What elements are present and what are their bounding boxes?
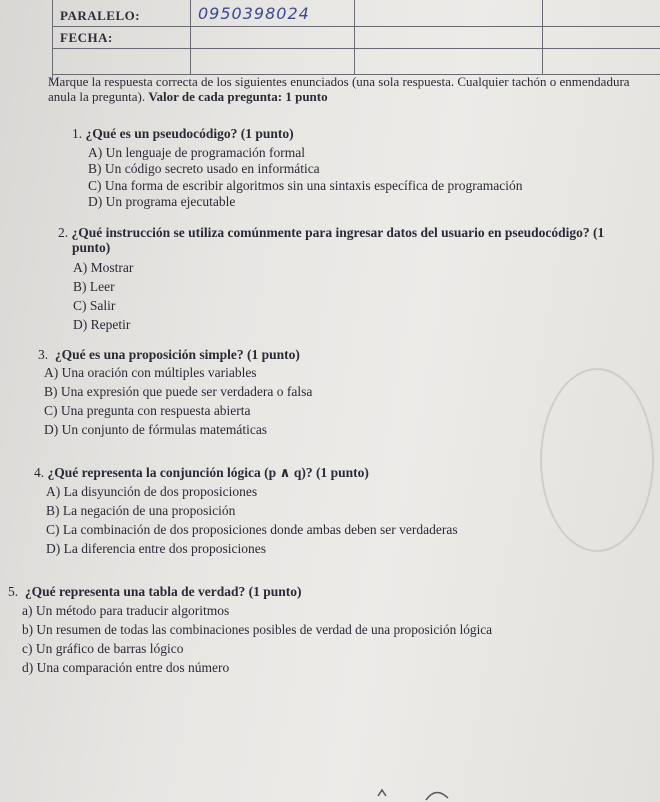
header-table	[52, 0, 660, 80]
question-title: ¿Qué representa la conjunción lógica (p ∧ q)? (1 punto)	[47, 465, 369, 480]
question-3	[38, 347, 598, 362]
paralelo-value: 0950398024	[198, 4, 310, 23]
question-title: ¿Qué representa una tabla de verdad? (1 punto)	[24, 584, 302, 599]
option-2a[interactable]: A) Mostrar	[73, 260, 134, 275]
paralelo-row	[52, 4, 660, 27]
question-2	[58, 225, 612, 255]
option-1c[interactable]: C) Una forma de escribir algoritmos sin una sintaxis específica de programación	[88, 178, 523, 193]
bleed-through-oval	[540, 368, 654, 552]
question-1	[72, 126, 632, 141]
question-number: 1.	[72, 126, 83, 141]
question-title: ¿Qué es una proposición simple? (1 punto)	[54, 347, 300, 362]
paralelo-label: PARALELO:	[60, 8, 141, 23]
question-4	[34, 465, 594, 480]
fecha-row	[52, 26, 660, 49]
option-4b[interactable]: B) La negación de una proposición	[46, 503, 236, 518]
question-number: 4.	[34, 465, 45, 480]
question-title: ¿Qué es un pseudocódigo? (1 punto)	[85, 126, 294, 141]
option-5d[interactable]: d) Una comparación entre dos número	[22, 660, 230, 675]
instructions-text: Marque la respuesta correcta de los siguientes enunciados (una sola respuesta. Cualquier tachón o enmendadura anula la pregunta).	[48, 74, 630, 104]
option-5b[interactable]: b) Un resumen de todas las combinaciones posibles de verdad de una proposición lógica	[22, 622, 493, 637]
fecha-label: FECHA:	[60, 30, 113, 45]
question-number: 3.	[38, 347, 49, 362]
option-4a[interactable]: A) La disyunción de dos proposiciones	[46, 484, 258, 499]
option-5c[interactable]: c) Un gráfico de barras lógico	[22, 641, 184, 656]
option-1b[interactable]: B) Un código secreto usado en informática	[88, 161, 320, 176]
option-4d[interactable]: D) La diferencia entre dos proposiciones	[46, 541, 267, 556]
question-number: 2.	[58, 225, 69, 240]
option-3a[interactable]: A) Una oración con múltiples variables	[44, 365, 257, 380]
option-3d[interactable]: D) Un conjunto de fórmulas matemáticas	[44, 422, 268, 437]
option-4c[interactable]: C) La combinación de dos proposiciones donde ambas deben ser verdaderas	[46, 522, 458, 537]
option-2d[interactable]: D) Repetir	[73, 317, 131, 332]
question-5	[8, 584, 568, 599]
option-2b[interactable]: B) Leer	[73, 279, 115, 294]
option-2c[interactable]: C) Salir	[73, 298, 116, 313]
option-3c[interactable]: C) Una pregunta con respuesta abierta	[44, 403, 251, 418]
option-1a[interactable]: A) Un lenguaje de programación formal	[88, 145, 306, 160]
instructions	[48, 74, 658, 104]
option-1d[interactable]: D) Un programa ejecutable	[88, 194, 236, 209]
blank-row	[52, 48, 660, 75]
question-number: 5.	[8, 584, 19, 599]
pencil-mark	[370, 778, 460, 802]
option-3b[interactable]: B) Una expresión que puede ser verdadera o falsa	[44, 384, 313, 399]
option-5a[interactable]: a) Un método para traducir algoritmos	[22, 603, 230, 618]
question-title: ¿Qué instrucción se utiliza comúnmente para ingresar datos del usuario en pseudocódigo? (1 punto)	[71, 225, 605, 255]
instructions-points: Valor de cada pregunta: 1 punto	[148, 89, 328, 104]
